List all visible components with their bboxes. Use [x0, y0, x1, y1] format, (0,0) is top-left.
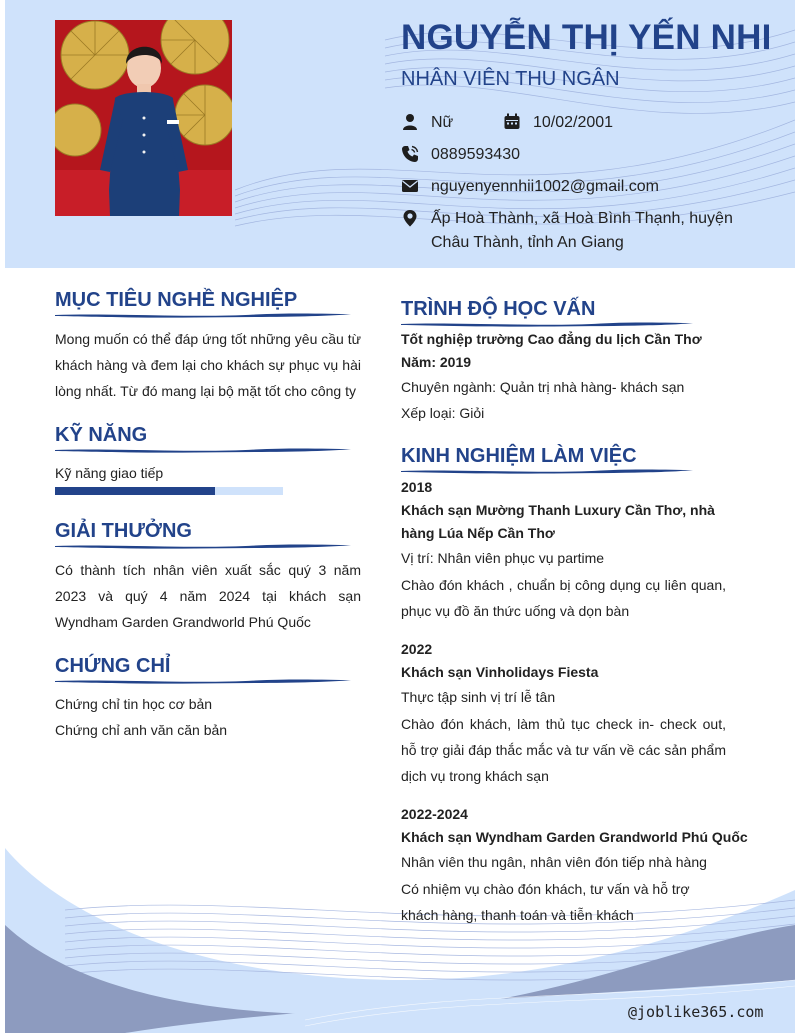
experience-position: Vị trí: Nhân viên phục vụ partime — [401, 550, 605, 566]
experience-description: Có nhiệm vụ chào đón khách, tư vấn và hỗ trợ khách hàng, thanh toán và tiễn khách — [401, 881, 690, 923]
birthday-value: 10/02/2001 — [533, 114, 614, 131]
phone-row — [401, 143, 761, 167]
certificate-item: Chứng chỉ anh văn căn bản — [55, 722, 228, 738]
objective-underline — [55, 311, 351, 319]
experience-description: Chào đón khách, làm thủ tục check in- check out, hỗ trợ giải đáp thắc mắc và tư vấn về các sản phẩm dịch vụ trong khách sạn — [401, 716, 726, 784]
experience-position: Thực tập sinh vị trí lễ tân — [401, 689, 556, 705]
experience-company: Khách sạn Wyndham Garden Grandworld Phú Quốc — [401, 829, 748, 845]
gender-value: Nữ — [431, 114, 454, 131]
email-row — [401, 175, 771, 199]
experience-position: Nhân viên thu ngân, nhân viên đón tiếp nhà hàng — [401, 854, 707, 870]
address-value: Ấp Hoà Thành, xã Hoà Bình Thạnh, huyện Châu Thành, tỉnh An Giang — [431, 210, 733, 251]
education-year: Năm: 2019 — [401, 354, 472, 370]
skill-level-fill — [55, 487, 215, 495]
awards-title: GIẢI THƯỞNG — [55, 520, 192, 542]
objective-title: MỤC TIÊU NGHỀ NGHIỆP — [55, 289, 298, 311]
skills-title: KỸ NĂNG — [55, 424, 148, 446]
address-row — [401, 207, 781, 257]
experience-underline — [401, 467, 693, 475]
email-value: nguyenyennhii1002@gmail.com — [431, 178, 659, 195]
education-title: TRÌNH ĐỘ HỌC VẤN — [401, 298, 596, 320]
awards-underline — [55, 542, 351, 550]
experience-company: Khách sạn Mường Thanh Luxury Cần Thơ, nhà hàng Lúa Nếp Cần Thơ — [401, 502, 715, 541]
objective-text: Mong muốn có thể đáp ứng tốt những yêu cầu từ khách hàng và đem lại cho khách sự phục vụ hài lòng nhất. Từ đó mang lại bộ mặt tốt cho công ty — [55, 331, 361, 399]
watermark: @joblike365.com — [628, 1003, 764, 1021]
phone-icon — [401, 145, 419, 163]
education-school: Tốt nghiệp trường Cao đẳng du lịch Cần Thơ — [401, 331, 702, 347]
experience-period: 2022 — [401, 641, 433, 657]
education-grade: Xếp loại: Giỏi — [401, 405, 485, 421]
certificate-item: Chứng chỉ tin học cơ bản — [55, 696, 213, 712]
job-title: NHÂN VIÊN THU NGÂN — [401, 68, 620, 90]
profile-photo — [55, 20, 232, 216]
birthday-row — [503, 111, 733, 135]
skill-name: Kỹ năng giao tiếp — [55, 465, 164, 481]
phone-value: 0889593430 — [431, 146, 520, 163]
envelope-icon — [401, 177, 419, 195]
awards-text: Có thành tích nhân viên xuất sắc quý 3 năm 2023 và quý 4 năm 2024 tại khách sạn Wyndham Garden Grandworld Phú Quốc — [55, 562, 361, 630]
skills-underline — [55, 446, 351, 454]
experience-description: Chào đón khách , chuẩn bị công dụng cụ liên quan, phục vụ đồ ăn thức uống và dọn bàn — [401, 577, 726, 619]
certificates-title: CHỨNG CHỈ — [55, 655, 171, 677]
skill-level-bar — [55, 487, 283, 495]
calendar-icon — [503, 113, 521, 131]
map-pin-icon — [401, 209, 419, 227]
experience-company: Khách sạn Vinholidays Fiesta — [401, 664, 599, 680]
candidate-name: NGUYỄN THỊ YẾN NHI — [401, 18, 772, 57]
experience-period: 2022-2024 — [401, 806, 468, 822]
person-icon — [401, 113, 419, 131]
experience-title: KINH NGHIỆM LÀM VIỆC — [401, 445, 637, 467]
education-underline — [401, 320, 693, 328]
cv-header — [5, 0, 795, 268]
education-major: Chuyên ngành: Quản trị nhà hàng- khách sạn — [401, 379, 685, 395]
cv-page — [5, 0, 795, 1033]
experience-period: 2018 — [401, 479, 433, 495]
certificates-underline — [55, 677, 351, 685]
